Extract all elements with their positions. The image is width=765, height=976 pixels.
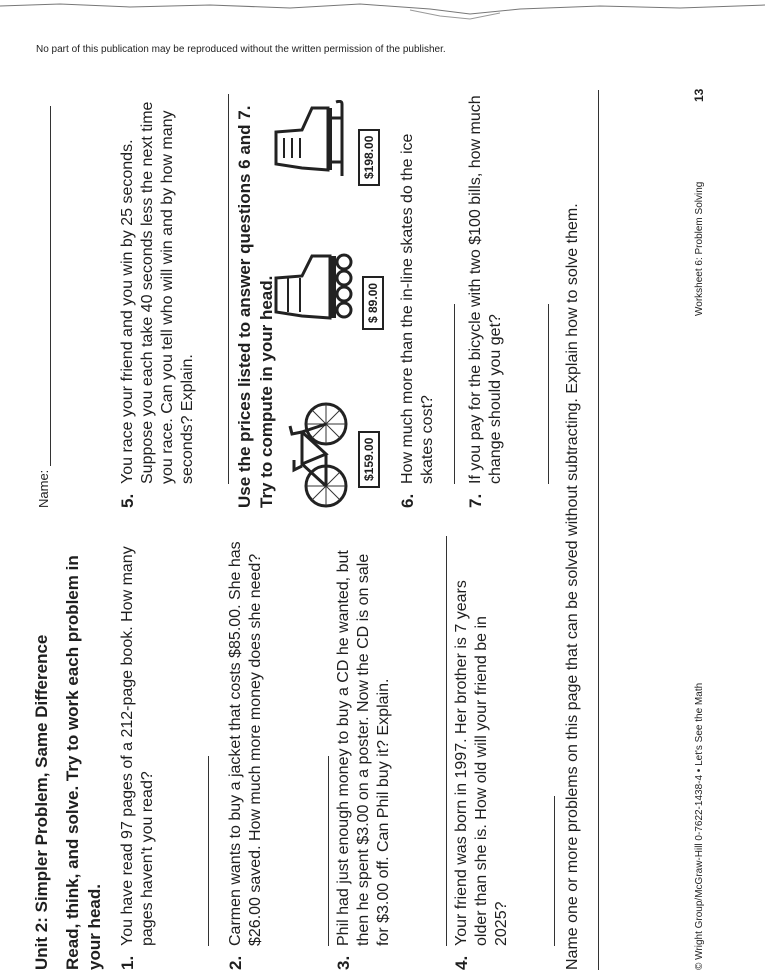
ice-skates-price: $198.00 — [358, 129, 380, 186]
footer-worksheet: Worksheet 6: Problem Solving — [694, 181, 705, 316]
answer-line-7[interactable] — [548, 304, 549, 484]
answer-line-bottom[interactable] — [598, 90, 599, 970]
answer-line-2[interactable] — [328, 756, 329, 946]
bicycle-icon — [282, 400, 352, 510]
answer-line-1[interactable] — [208, 756, 209, 946]
question-text: Carmen wants to buy a jacket that costs $85.00. She has $26.00 saved. How much more money does she need? — [227, 541, 264, 946]
bicycle-price: $159.00 — [358, 431, 380, 488]
question-text: How much more than the in-line skates do the ice skates cost? — [399, 133, 436, 484]
instructions-right: Use the prices listed to answer questions 6 and 7. Try to compute in your head. — [235, 105, 276, 508]
question-2 — [226, 530, 296, 970]
footer-copyright: © Wright Group/McGraw-Hill 0-7622-1438-4 • Let's See the Math — [694, 682, 705, 970]
inline-skates-icon — [272, 250, 357, 330]
question-4 — [452, 530, 522, 970]
worksheet — [32, 80, 732, 970]
question-5 — [118, 88, 208, 508]
instructions-left: Read, think, and solve. Try to work each problem in your head. — [63, 555, 104, 970]
question-number: 1. — [118, 955, 137, 970]
torn-page-edge — [0, 0, 765, 22]
question-text: Phil had just enough money to buy a CD he wanted, but then he spent $3.00 on a poster. Now the CD is on sale for $3.00 off. Can Phil buy it? Explain. — [335, 550, 392, 946]
question-6 — [398, 88, 448, 508]
question-number: 4. — [452, 955, 471, 970]
page-title: Unit 2: Simpler Problem, Same Difference — [32, 634, 51, 970]
question-number: 7. — [466, 493, 485, 508]
answer-line-6[interactable] — [454, 304, 455, 484]
question-7 — [466, 88, 516, 508]
question-number: 3. — [334, 955, 353, 970]
question-text: You have read 97 pages of a 212-page book. How many pages haven't you read? — [119, 546, 156, 946]
question-number: 5. — [118, 493, 137, 508]
name-field[interactable] — [36, 106, 51, 508]
question-number: 2. — [226, 955, 245, 970]
question-number: 6. — [398, 493, 417, 508]
question-1 — [118, 540, 178, 970]
name-label: Name: — [36, 469, 51, 508]
ice-skates-icon — [272, 100, 352, 180]
question-3 — [334, 530, 424, 970]
question-text: Your friend was born in 1997. Her brother is 7 years older than she is. How old will your friend be in 2025? — [453, 580, 510, 946]
question-text: If you pay for the bicycle with two $100 bills, how much change should you get? — [467, 95, 504, 484]
answer-line-4[interactable] — [554, 796, 555, 946]
page-number: 13 — [692, 88, 706, 102]
bottom-prompt: Name one or more problems on this page that can be solved without subtracting. Explain how to solve them. — [564, 203, 581, 970]
question-text: You race your friend and you win by 25 seconds. Suppose you each take 40 seconds less the next time you race. Can you tell who will win and by how many seconds? Explain. — [119, 101, 196, 484]
answer-line-3[interactable] — [446, 536, 447, 946]
name-line — [38, 106, 51, 466]
inline-skates-price: $ 89.00 — [362, 276, 384, 330]
answer-line-5[interactable] — [228, 94, 229, 484]
copyright-notice: No part of this publication may be reproduced without the written permission of the publisher. — [36, 44, 446, 55]
